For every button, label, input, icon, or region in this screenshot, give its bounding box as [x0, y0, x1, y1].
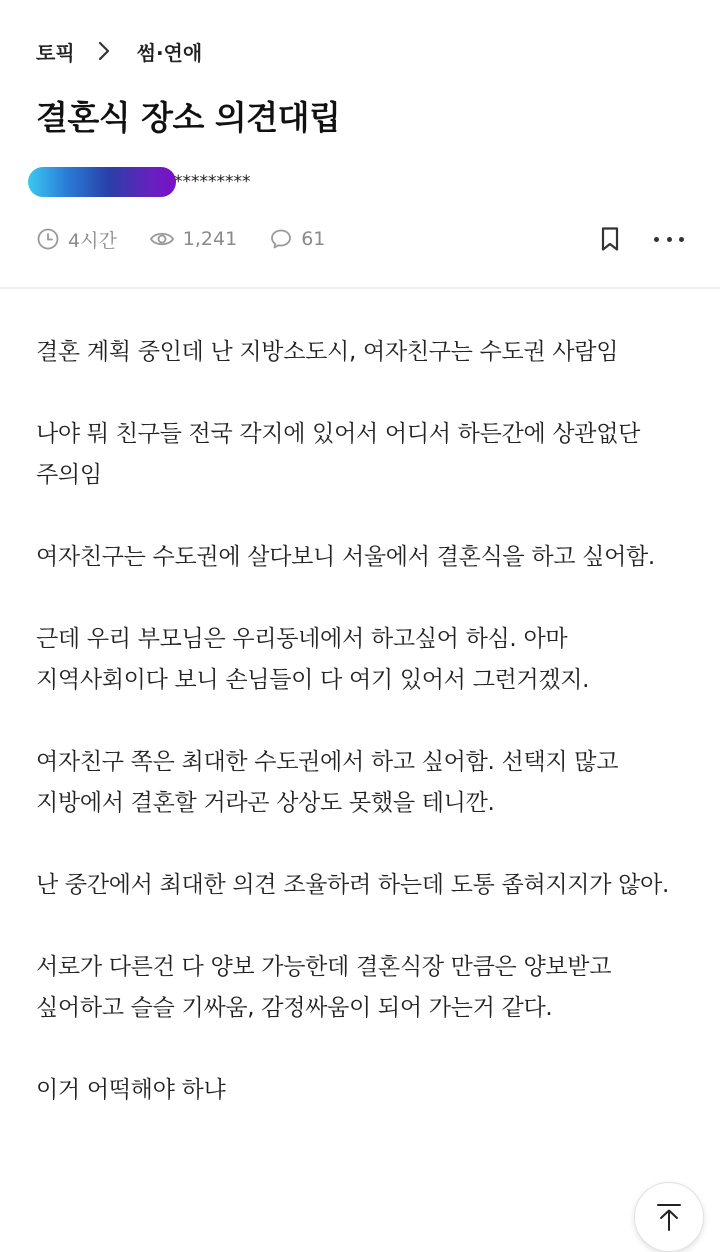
chevron-right-icon	[89, 36, 119, 66]
scroll-to-top-button[interactable]	[634, 1182, 704, 1252]
post-views	[149, 227, 237, 251]
post-paragraph: 난 중간에서 최대한 의견 조율하려 하는데 도통 좁혀지지가 않아.	[36, 872, 669, 898]
post-title: 결혼식 장소 의견대립	[36, 98, 341, 137]
post-paragraph: 근데 우리 부모님은 우리동네에서 하고싶어 하심. 아마 지역사회이다 보니 손님들이 다 여기 있어서 그런거겠지.	[36, 626, 590, 693]
post-views-count: 1,241	[182, 228, 238, 250]
header-divider	[0, 287, 720, 289]
breadcrumb-root-link[interactable]: 토픽	[36, 40, 75, 65]
eye-icon	[149, 227, 175, 251]
post-paragraph: 서로가 다른건 다 양보 가능한데 결혼식장 만큼은 양보받고 싶어하고 슬슬 기싸움, 감정싸움이 되어 가는거 같다.	[36, 954, 612, 1021]
clock-icon	[36, 227, 60, 251]
post-time	[36, 226, 117, 253]
speech-bubble-icon	[269, 227, 293, 251]
author-masked-text: *********	[174, 172, 251, 192]
post-paragraph: 결혼 계획 중인데 난 지방소도시, 여자친구는 수도권 사람임	[36, 339, 619, 365]
author-name-mask	[28, 167, 176, 197]
breadcrumb-category-link[interactable]: 썸·연애	[136, 40, 203, 65]
breadcrumb	[36, 36, 202, 66]
post-comments[interactable]	[269, 227, 325, 251]
post-paragraph: 나야 뭐 친구들 전국 각지에 있어서 어디서 하든간에 상관없단 주의임	[36, 421, 641, 488]
post-body	[36, 332, 688, 1152]
post-meta	[36, 224, 357, 254]
arrow-up-icon	[652, 1200, 686, 1234]
post-paragraph: 여자친구 쪽은 최대한 수도권에서 하고 싶어함. 선택지 많고 지방에서 결혼할 거라곤 상상도 못했을 테니깐.	[36, 749, 619, 816]
post-time-label: 4시간	[68, 229, 117, 252]
more-horizontal-icon[interactable]	[654, 225, 684, 253]
post-comments-count: 61	[301, 228, 326, 250]
post-paragraph: 이거 어떡해야 하냐	[36, 1077, 226, 1103]
bookmark-icon[interactable]	[596, 225, 624, 253]
author-row[interactable]	[28, 166, 251, 198]
post-paragraph: 여자친구는 수도권에 살다보니 서울에서 결혼식을 하고 싶어함.	[36, 544, 655, 570]
